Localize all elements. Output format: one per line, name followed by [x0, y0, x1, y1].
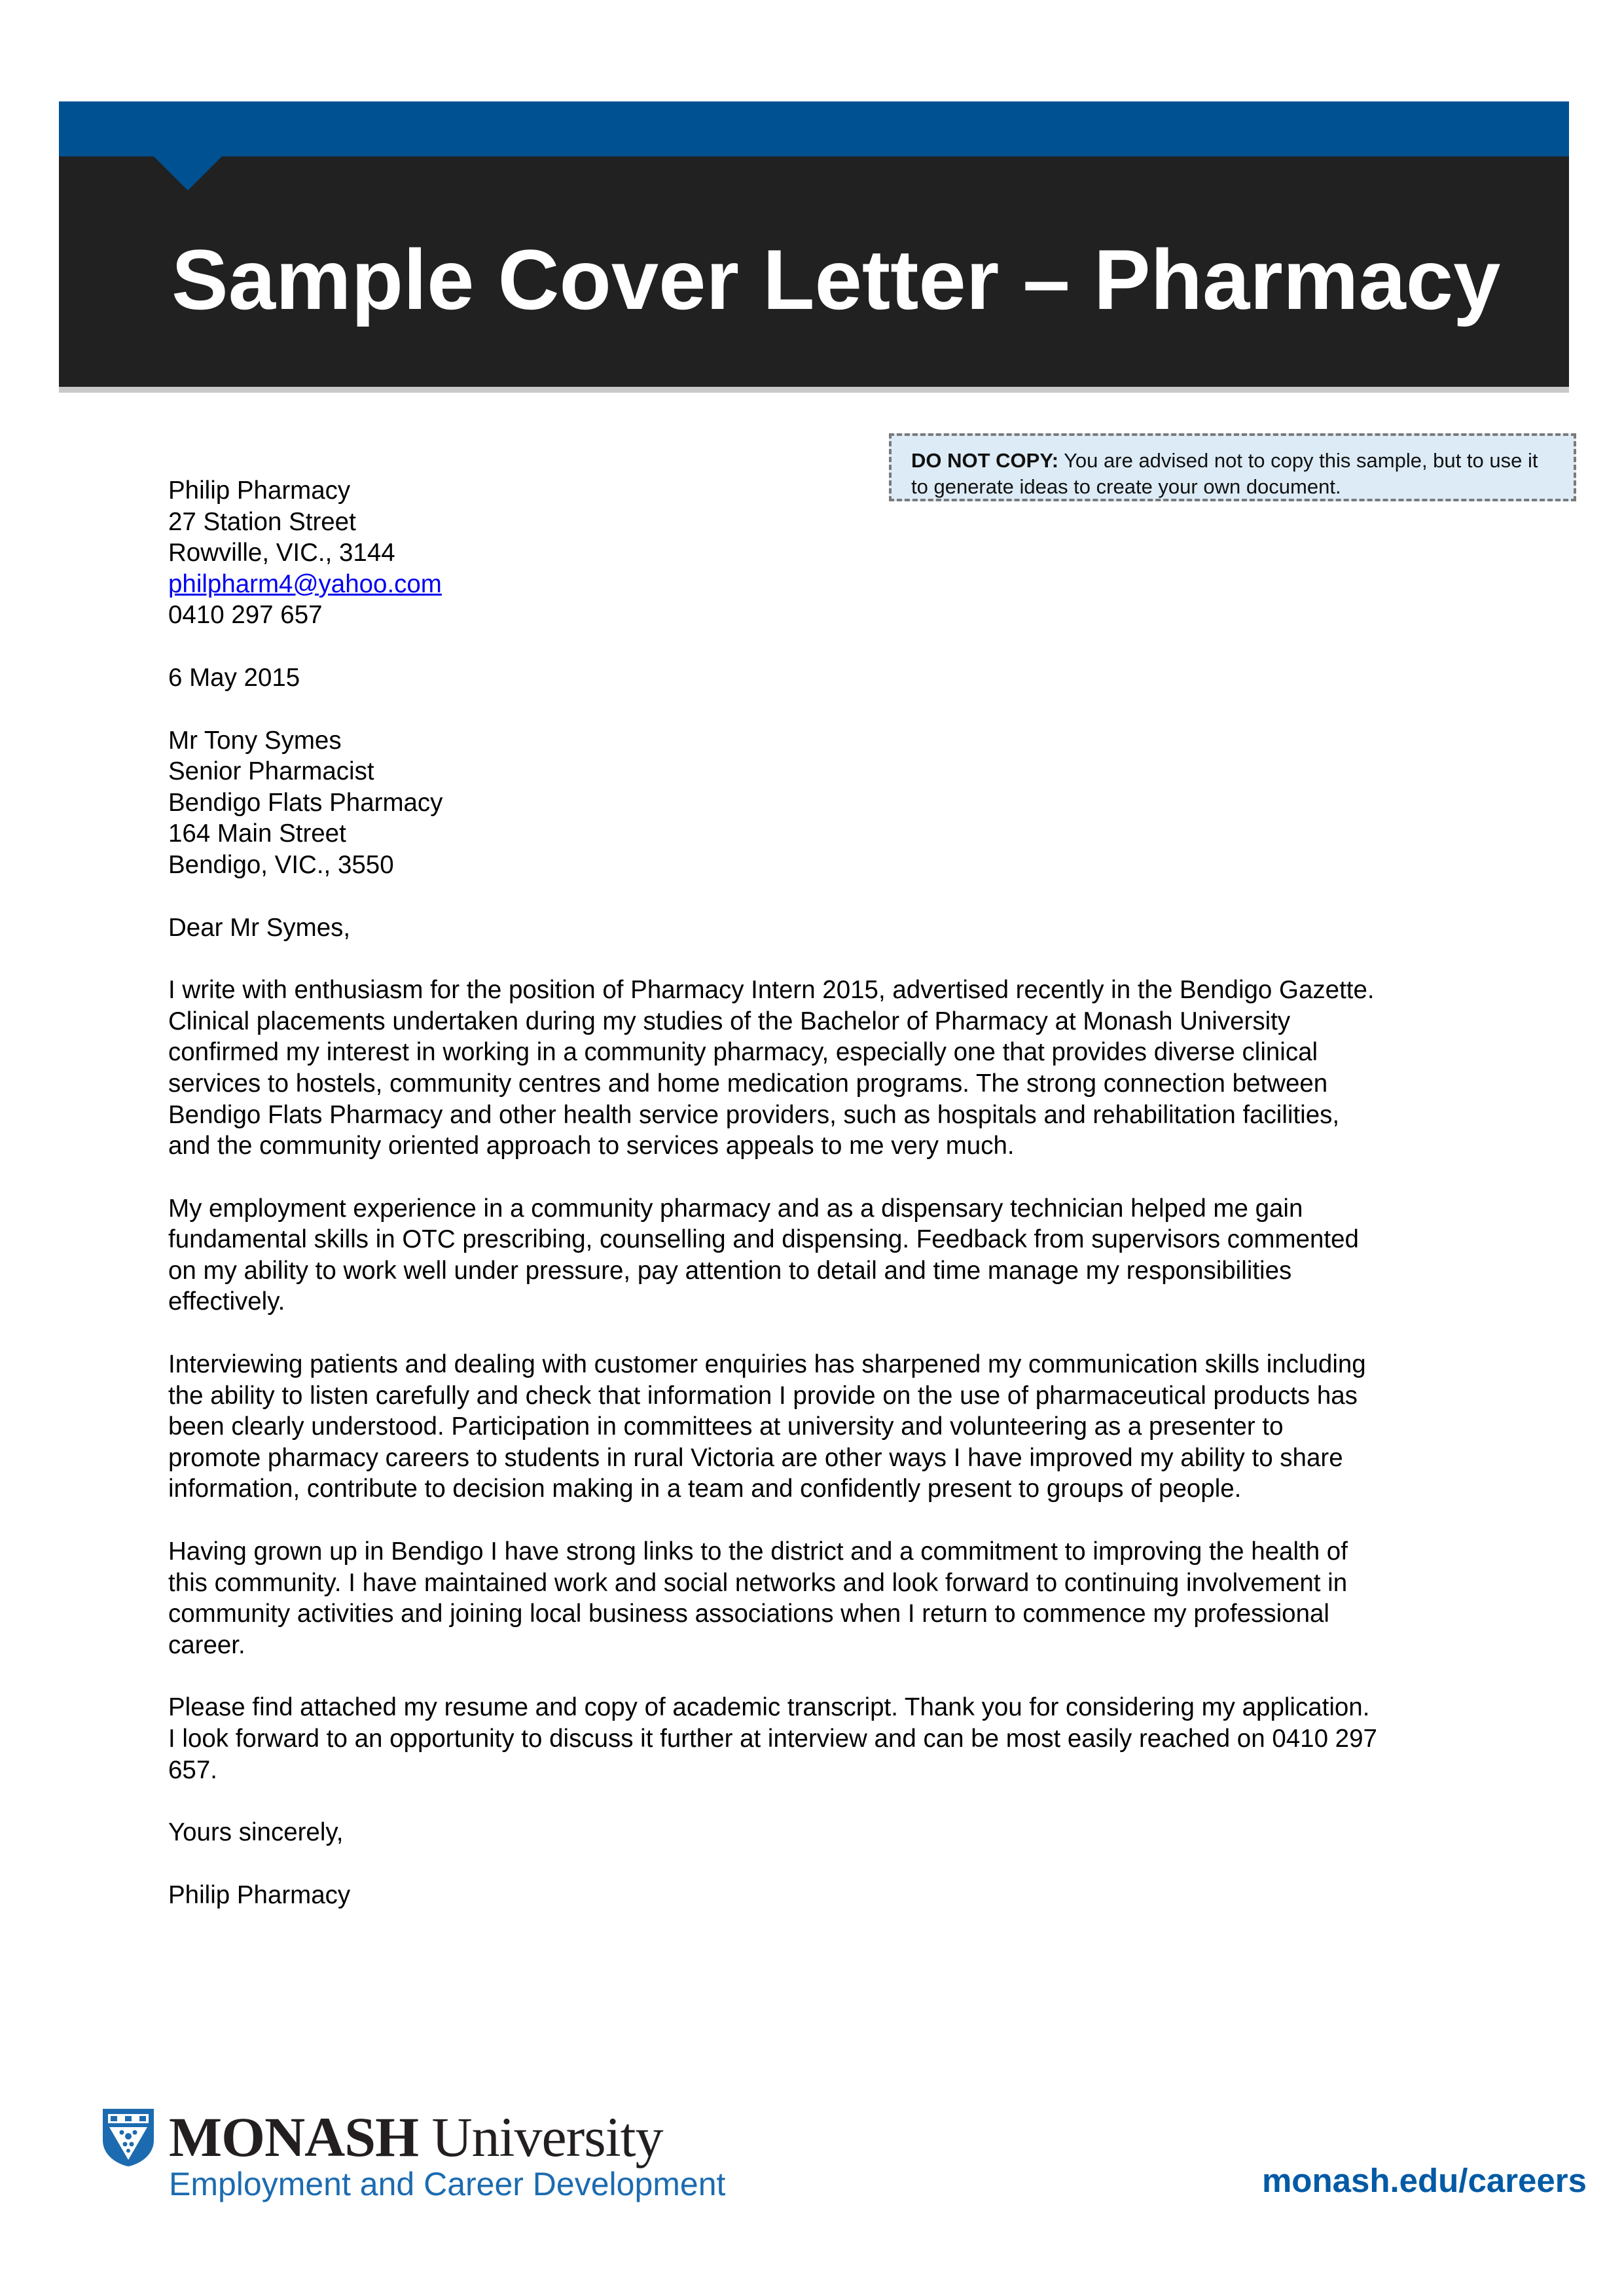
paragraph-line: on my ability to work well under pressure, pay attention to detail and time manage my responsibilities	[168, 1256, 1292, 1285]
paragraph-line: Bendigo Flats Pharmacy and other health service providers, such as hospitals and rehabilitation facilities,	[168, 1100, 1340, 1129]
recipient-title: Senior Pharmacist	[168, 757, 374, 786]
sender-city: Rowville, VIC., 3144	[168, 539, 395, 567]
paragraph-line: promote pharmacy careers to students in rural Victoria are other ways I have improved my ability to share	[168, 1443, 1343, 1472]
paragraph-line: Clinical placements undertaken during my studies of the Bachelor of Pharmacy at Monash University	[168, 1007, 1291, 1035]
paragraph-line: Interviewing patients and dealing with customer enquiries has sharpened my communication skills including	[168, 1350, 1366, 1379]
sender-name: Philip Pharmacy	[168, 476, 351, 505]
header-shadow	[59, 387, 1569, 393]
paragraph-line: services to hostels, community centres and home medication programs. The strong connection between	[168, 1069, 1328, 1098]
recipient-company: Bendigo Flats Pharmacy	[168, 788, 443, 817]
header-blue-band	[59, 101, 1569, 156]
paragraph-line: Having grown up in Bendigo I have strong links to the district and a commitment to improving the health of	[168, 1537, 1348, 1566]
paragraph-line: the ability to listen carefully and check that information I provide on the use of pharmaceutical products has	[168, 1381, 1358, 1410]
paragraph-line: I write with enthusiasm for the position of Pharmacy Intern 2015, advertised recently in the Bendigo Gazette.	[168, 976, 1375, 1005]
recipient-block	[168, 725, 1477, 881]
paragraph-line: this community. I have maintained work and social networks and look forward to continuing involvement in	[168, 1568, 1348, 1597]
sender-email-link[interactable]: philpharm4@yahoo.com	[168, 569, 442, 598]
paragraph-line: effectively.	[168, 1287, 285, 1316]
paragraph-line: 657.	[168, 1755, 217, 1784]
monash-logo	[101, 2106, 726, 2206]
logo-wordmark-bold: MONASH	[169, 2106, 418, 2168]
logo-department: Employment and Career Development	[169, 2166, 726, 2202]
monash-crest-icon	[101, 2108, 155, 2168]
paragraph-2	[168, 1193, 1477, 1318]
paragraph-1	[168, 975, 1477, 1162]
letter-body	[168, 475, 1477, 1910]
paragraph-3	[168, 1349, 1477, 1505]
header-chevron-icon	[154, 156, 222, 190]
paragraph-5	[168, 1692, 1477, 1785]
notice-label: DO NOT COPY:	[911, 449, 1059, 472]
paragraph-line: been clearly understood. Participation in committees at university and volunteering as a presenter to	[168, 1412, 1284, 1441]
footer-url: monash.edu/careers	[1261, 2162, 1587, 2199]
recipient-street: 164 Main Street	[168, 819, 346, 848]
paragraph-line: Please find attached my resume and copy of academic transcript. Thank you for considering my application.	[168, 1693, 1370, 1722]
page-title: Sample Cover Letter – Pharmacy	[171, 232, 1501, 327]
paragraph-4	[168, 1536, 1477, 1660]
logo-wordmark-regular: University	[418, 2106, 663, 2168]
paragraph-line: fundamental skills in OTC prescribing, counselling and dispensing. Feedback from supervisors commented	[168, 1225, 1359, 1254]
paragraph-line: community activities and joining local business associations when I return to commence my professional	[168, 1600, 1329, 1628]
sender-phone: 0410 297 657	[168, 601, 323, 630]
recipient-city: Bendigo, VIC., 3550	[168, 850, 394, 879]
paragraph-line: I look forward to an opportunity to discuss it further at interview and can be most easily reached on 0410 297	[168, 1725, 1377, 1753]
paragraph-line: information, contribute to decision making in a team and confidently present to groups of people.	[168, 1475, 1242, 1503]
closing: Yours sincerely,	[168, 1818, 344, 1847]
notice-text: You are advised not to copy this sample, but to use it to generate ideas to create your own document.	[911, 449, 1538, 498]
signature: Philip Pharmacy	[168, 1880, 351, 1909]
paragraph-line: My employment experience in a community pharmacy and as a dispensary technician helped me gain	[168, 1194, 1303, 1223]
paragraph-line: career.	[168, 1630, 245, 1659]
letter-date: 6 May 2015	[168, 663, 300, 692]
sender-block	[168, 475, 1477, 631]
logo-wordmark	[169, 2106, 663, 2168]
sender-street: 27 Station Street	[168, 507, 356, 536]
recipient-name: Mr Tony Symes	[168, 726, 342, 755]
salutation: Dear Mr Symes,	[168, 913, 351, 942]
paragraph-line: confirmed my interest in working in a community pharmacy, especially one that provides diverse clinical	[168, 1038, 1318, 1067]
paragraph-line: and the community oriented approach to services appeals to me very much.	[168, 1132, 1015, 1160]
